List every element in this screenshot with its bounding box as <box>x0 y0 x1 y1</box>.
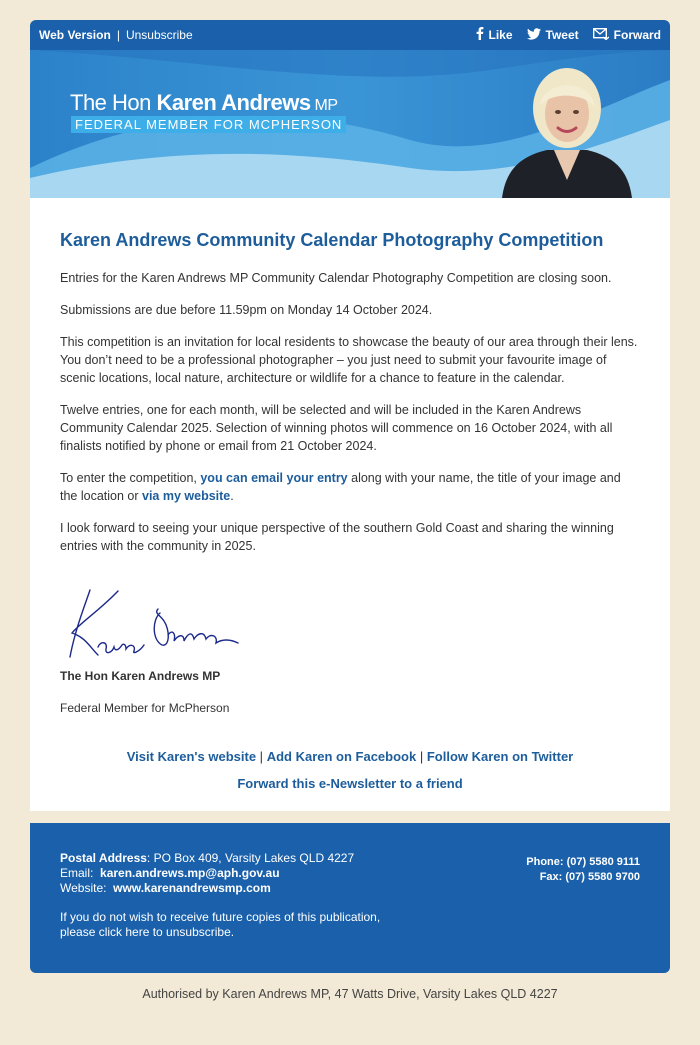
header-banner <box>30 50 670 198</box>
web-version-link[interactable]: Web Version <box>39 28 111 42</box>
website-entry-link[interactable]: via my website <box>142 489 231 503</box>
footer <box>30 823 670 973</box>
unsubscribe-note[interactable]: If you do not wish to receive future copies of this publication, please click here to unsubscribe. <box>60 910 381 939</box>
paragraph-5: To enter the competition, you can email your entry along with your name, the title of your image and the location or via my website. <box>60 471 621 503</box>
paragraph-2: Submissions are due before 11.59pm on Monday 14 October 2024. <box>60 303 433 317</box>
paragraph-4: Twelve entries, one for each month, will be selected and will be included in the Karen Andrews Community Calendar 2025. Selection of winning photos will commence on 16 October 2024, with all finalists notified by phone or email from 21 October 2024. <box>60 403 613 453</box>
tweet-label: Tweet <box>545 28 579 42</box>
social-links <box>476 27 661 43</box>
social-links-row <box>60 749 640 764</box>
website-row: Website: www.karenandrewsmp.com <box>60 881 271 895</box>
member-name: The Hon Karen Andrews MP <box>70 90 338 115</box>
like-label: Like <box>488 28 513 42</box>
fax-number: Fax: (07) 5580 9700 <box>539 871 640 883</box>
facebook-link[interactable]: Add Karen on Facebook <box>266 749 417 764</box>
top-bar <box>30 20 670 50</box>
paragraph-6: I look forward to seeing your unique perspective of the southern Gold Coast and sharing the winning entries with the community in 2025. <box>60 521 614 553</box>
tweet-button[interactable] <box>527 28 579 43</box>
like-button[interactable] <box>476 27 513 43</box>
footer-website-link[interactable]: www.karenandrewsmp.com <box>113 881 271 895</box>
forward-newsletter-link[interactable]: Forward this e-Newsletter to a friend <box>237 776 463 791</box>
paragraph-3: This competition is an invitation for local residents to showcase the beauty of our area through their lens. You don’t need to be a professional photographer – you just need to submit your favourite image of scenic locations, local nature, architecture or wildlife for a chance to feature in the calendar. <box>60 335 638 385</box>
footer-email-link[interactable]: karen.andrews.mp@aph.gov.au <box>100 866 280 880</box>
link-separator: | <box>259 749 264 764</box>
email-row: Email: karen.andrews.mp@aph.gov.au <box>60 866 280 880</box>
forward-label: Forward <box>613 28 661 42</box>
visit-website-link[interactable]: Visit Karen's website <box>126 749 257 764</box>
signature-role: Federal Member for McPherson <box>60 701 230 715</box>
twitter-link[interactable]: Follow Karen on Twitter <box>426 749 574 764</box>
signature-image <box>60 585 640 665</box>
action-links <box>60 749 640 791</box>
postal-address: Postal Address: PO Box 409, Varsity Lakes QLD 4227 <box>60 851 355 865</box>
phone-number: Phone: (07) 5580 9111 <box>526 856 640 868</box>
signature-name: The Hon Karen Andrews MP <box>60 669 221 683</box>
facebook-icon <box>476 27 484 43</box>
portrait-photo <box>492 58 642 198</box>
authorisation-statement: Authorised by Karen Andrews MP, 47 Watts Drive, Varsity Lakes QLD 4227 <box>142 987 558 1001</box>
unsubscribe-link[interactable]: Unsubscribe <box>125 28 193 42</box>
newsletter <box>30 20 670 1001</box>
link-separator: | <box>419 749 424 764</box>
article-title: Karen Andrews Community Calendar Photography Competition <box>60 230 604 250</box>
phone-fax <box>526 855 640 885</box>
forward-button[interactable] <box>593 28 661 43</box>
top-links <box>39 28 193 42</box>
member-role-badge: FEDERAL MEMBER FOR MCPHERSON <box>71 116 346 133</box>
paragraph-1: Entries for the Karen Andrews MP Community Calendar Photography Competition are closing soon. <box>60 271 612 285</box>
twitter-icon <box>527 28 541 43</box>
forward-row <box>60 776 640 791</box>
main-content <box>30 198 670 811</box>
top-separator: | <box>116 28 120 42</box>
email-entry-link[interactable]: you can email your entry <box>200 471 348 485</box>
envelope-icon <box>593 28 609 43</box>
